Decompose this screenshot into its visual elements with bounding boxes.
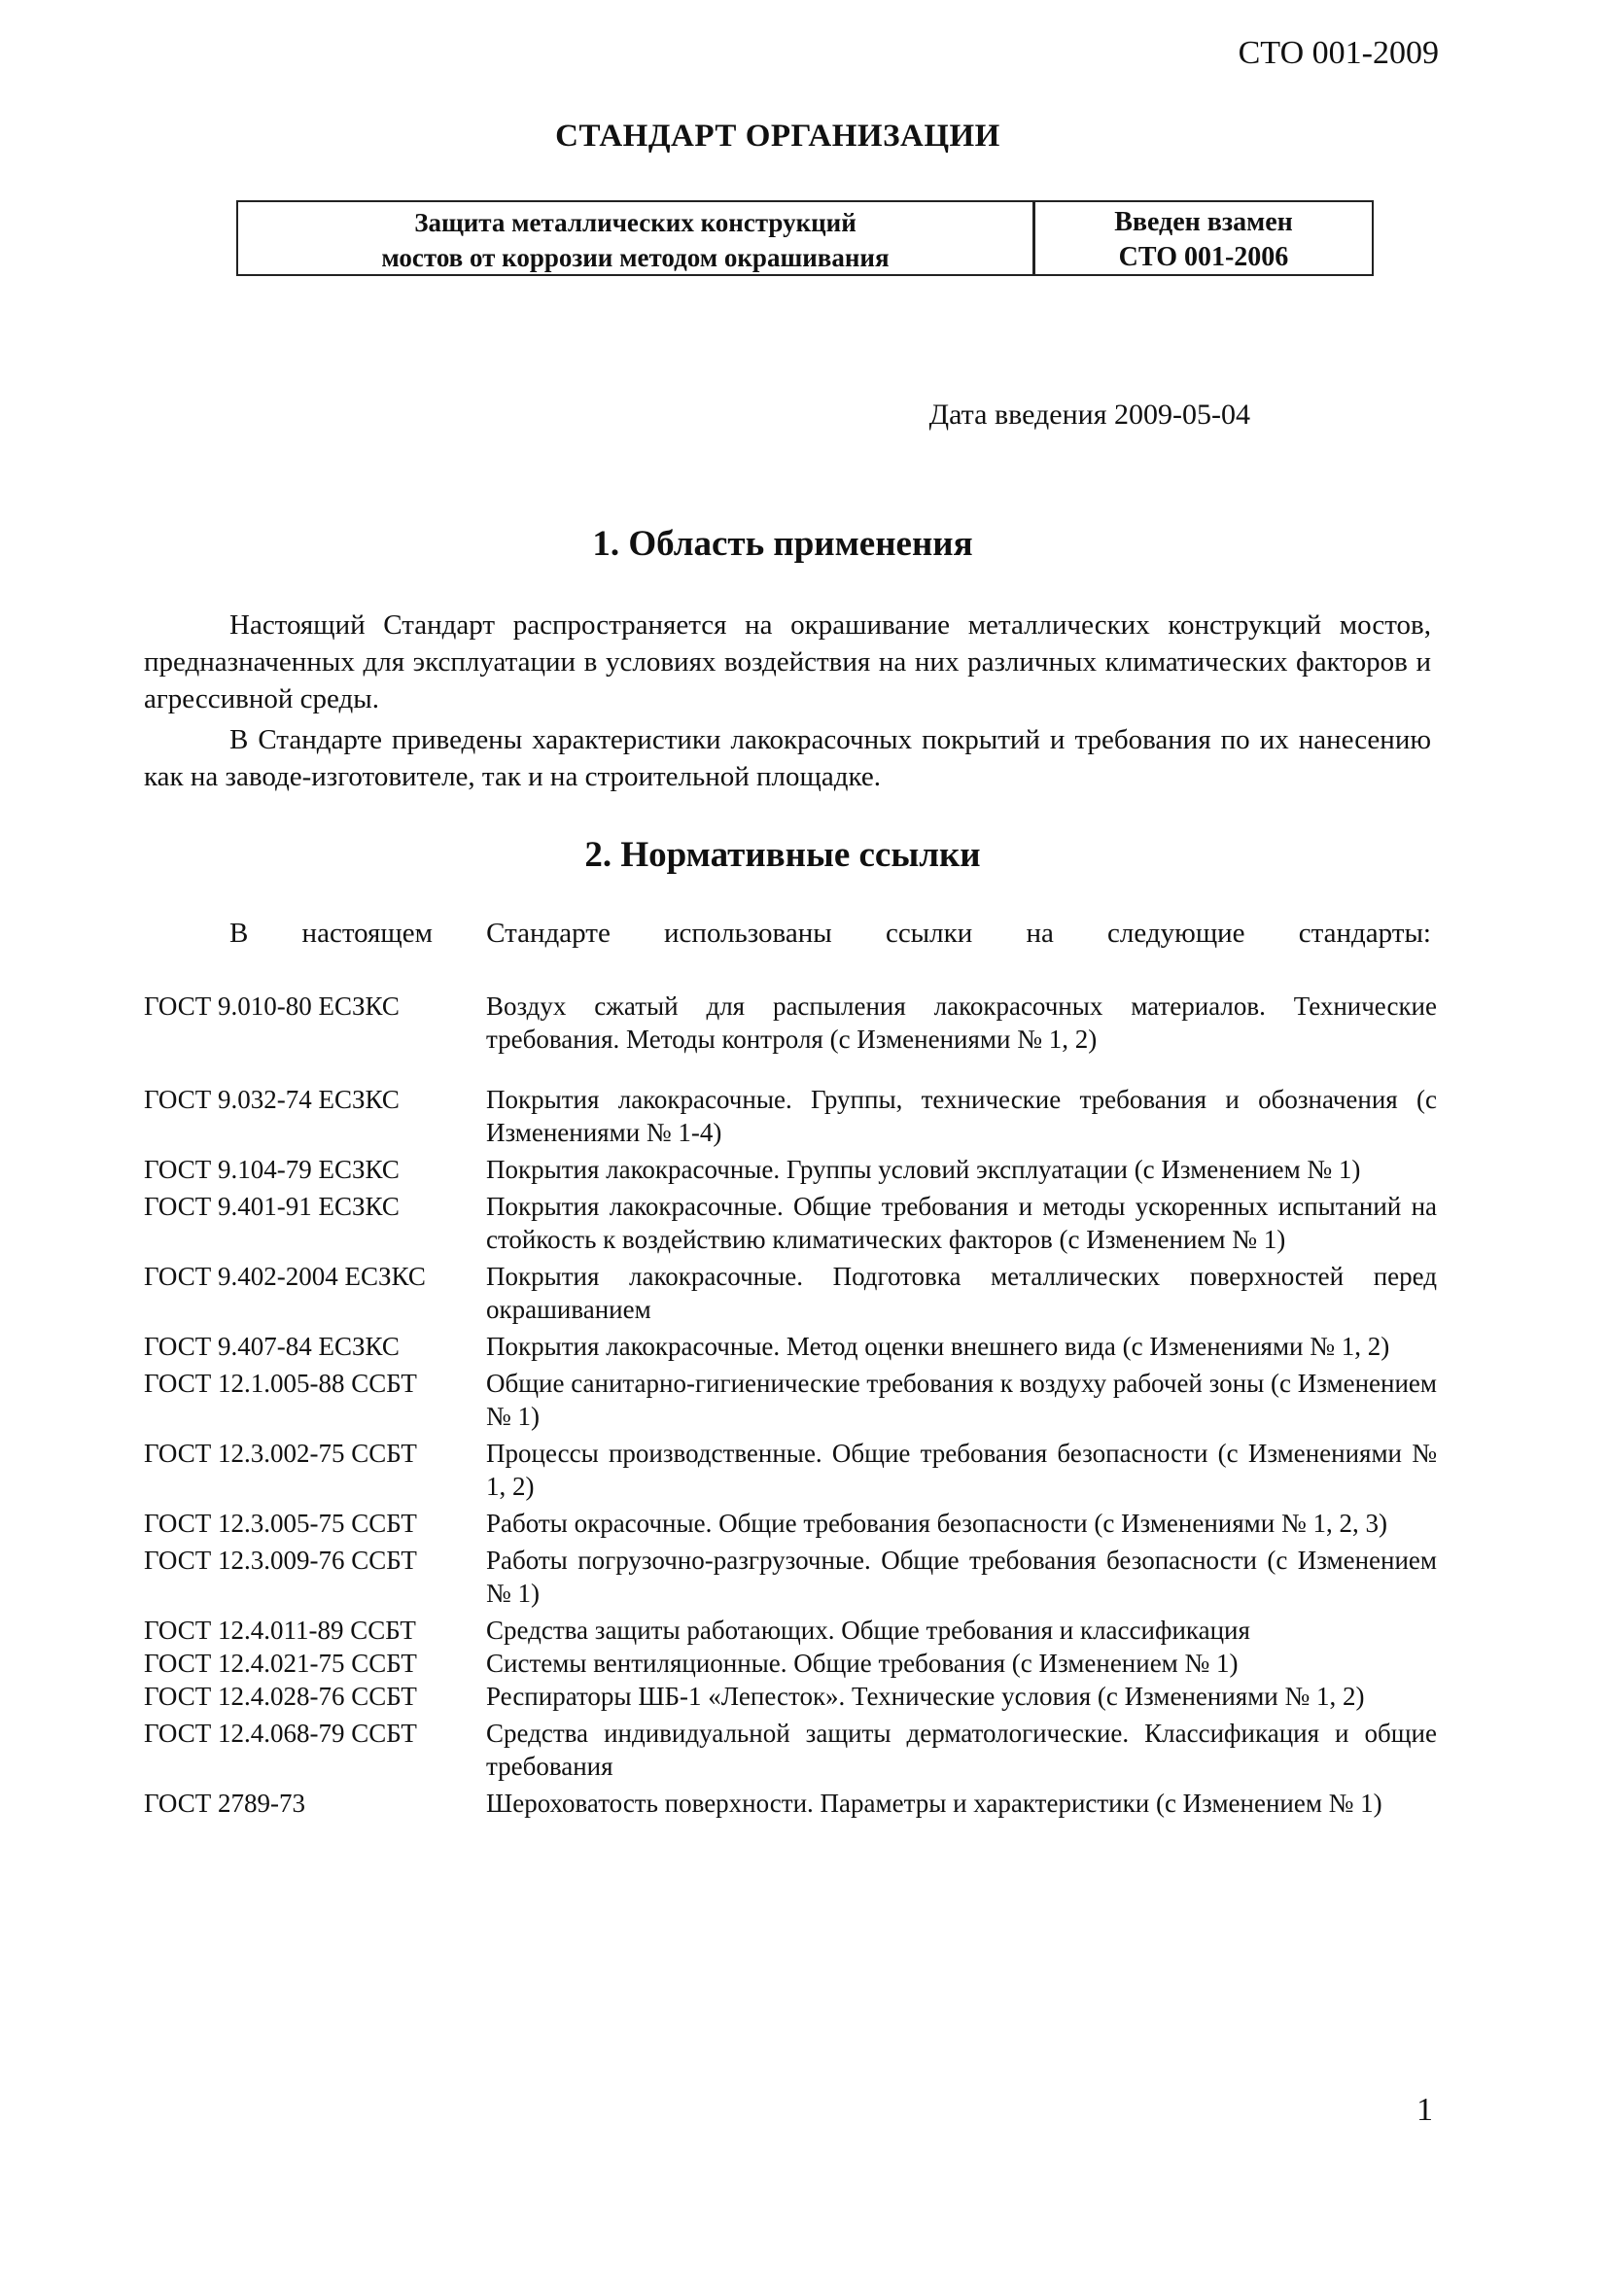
replaces-note-line-1: Введен взамен [1114, 207, 1293, 237]
reference-row [144, 1437, 1437, 1503]
reference-row [144, 1507, 1437, 1540]
section-1-heading: 1. Область применения [592, 524, 973, 564]
page-number: 1 [1416, 2092, 1433, 2128]
reference-row [144, 1544, 1437, 1610]
reference-code: ГОСТ 12.3.009-76 ССБТ [144, 1546, 417, 1575]
reference-row [144, 1787, 1437, 1820]
reference-row [144, 1190, 1437, 1256]
reference-code: ГОСТ 9.032-74 ЕСЗКС [144, 1085, 400, 1114]
references-list [144, 990, 1437, 1820]
reference-title: Средства защиты работающих. Общие требования и классификация [486, 1616, 1250, 1645]
reference-row [144, 1367, 1437, 1433]
reference-title: Шероховатость поверхности. Параметры и характеристики (с Изменением № 1) [486, 1789, 1382, 1818]
replaces-note-line-2: СТО 001-2006 [1118, 242, 1289, 272]
reference-row [144, 1153, 1437, 1186]
reference-title: Средства индивидуальной защиты дерматологические. Классификация и общие требования [486, 1719, 1437, 1781]
reference-code: ГОСТ 9.407-84 ЕСЗКС [144, 1332, 400, 1361]
reference-code: ГОСТ 9.104-79 ЕСЗКС [144, 1155, 400, 1184]
introduction-date: Дата введения 2009-05-04 [928, 399, 1250, 431]
reference-row [144, 1717, 1437, 1783]
reference-title: Покрытия лакокрасочные. Группы, технические требования и обозначения (с Изменениями № 1-4) [486, 1085, 1437, 1147]
reference-row [144, 1083, 1437, 1149]
reference-code: ГОСТ 12.4.021-75 ССБТ [144, 1649, 417, 1678]
reference-title: Покрытия лакокрасочные. Группы условий эксплуатации (с Изменением № 1) [486, 1155, 1361, 1184]
reference-code: ГОСТ 9.401-91 ЕСЗКС [144, 1192, 400, 1221]
reference-title: Работы погрузочно-разгрузочные. Общие требования безопасности (с Изменением № 1) [486, 1546, 1437, 1608]
reference-title: Респираторы ШБ-1 «Лепесток». Технические условия (с Изменениями № 1, 2) [486, 1682, 1365, 1711]
reference-row [144, 1680, 1437, 1713]
standard-title-line-1: Защита металлических конструкций [414, 208, 856, 237]
reference-code: ГОСТ 12.4.068-79 ССБТ [144, 1719, 417, 1748]
reference-title: Покрытия лакокрасочные. Подготовка металлических поверхностей перед окрашиванием [486, 1262, 1437, 1324]
reference-code: ГОСТ 9.402-2004 ЕСЗКС [144, 1262, 426, 1291]
title-box [236, 200, 1374, 276]
reference-code: ГОСТ 9.010-80 ЕСЗКС [144, 991, 400, 1021]
references-intro: В настоящем Стандарте использованы ссылки на следующие стандарты: [229, 918, 1431, 949]
reference-title: Процессы производственные. Общие требования безопасности (с Изменениями № 1, 2) [486, 1439, 1437, 1501]
reference-row [144, 1614, 1437, 1647]
organization-standard-title: СТАНДАРТ ОРГАНИЗАЦИИ [555, 119, 1000, 154]
reference-row [144, 1647, 1437, 1680]
section-1-paragraph-1: Настоящий Стандарт распространяется на окрашивание металлических конструкций мостов, предназначенных для эксплуатации в условиях воздействия на них различных климатических факторов и агрессивной среды. [144, 609, 1431, 714]
section-1-paragraph-2: В Стандарте приведены характеристики лакокрасочных покрытий и требования по их нанесению как на заводе-изготовителе, так и на строительной площадке. [144, 724, 1431, 792]
reference-code: ГОСТ 12.4.011-89 ССБТ [144, 1616, 416, 1645]
reference-title: Общие санитарно-гигиенические требования к воздуху рабочей зоны (с Изменением № 1) [486, 1369, 1437, 1431]
reference-code: ГОСТ 12.3.002-75 ССБТ [144, 1439, 417, 1468]
reference-code: ГОСТ 2789-73 [144, 1789, 306, 1818]
reference-row [144, 1260, 1437, 1326]
reference-title: Работы окрасочные. Общие требования безопасности (с Изменениями № 1, 2, 3) [486, 1509, 1387, 1538]
standard-title [238, 202, 1035, 274]
reference-code: ГОСТ 12.3.005-75 ССБТ [144, 1509, 417, 1538]
reference-title: Системы вентиляционные. Общие требования (с Изменением № 1) [486, 1649, 1239, 1678]
standard-title-line-2: мостов от коррозии методом окрашивания [381, 243, 890, 272]
reference-code: ГОСТ 12.4.028-76 ССБТ [144, 1682, 417, 1711]
replaces-note [1035, 202, 1372, 274]
reference-title: Воздух сжатый для распыления лакокрасочных материалов. Технические требования. Методы контроля (с Изменениями № 1, 2) [486, 991, 1437, 1054]
section-2-heading: 2. Нормативные ссылки [584, 835, 981, 875]
reference-title: Покрытия лакокрасочные. Общие требования и методы ускоренных испытаний на стойкость к воздействию климатических факторов (с Изменением № 1) [486, 1192, 1437, 1254]
reference-title: Покрытия лакокрасочные. Метод оценки внешнего вида (с Изменениями № 1, 2) [486, 1332, 1390, 1361]
document-code: СТО 001-2009 [1238, 35, 1439, 71]
reference-row [144, 990, 1437, 1056]
reference-code: ГОСТ 12.1.005-88 ССБТ [144, 1369, 417, 1398]
reference-row [144, 1330, 1437, 1363]
